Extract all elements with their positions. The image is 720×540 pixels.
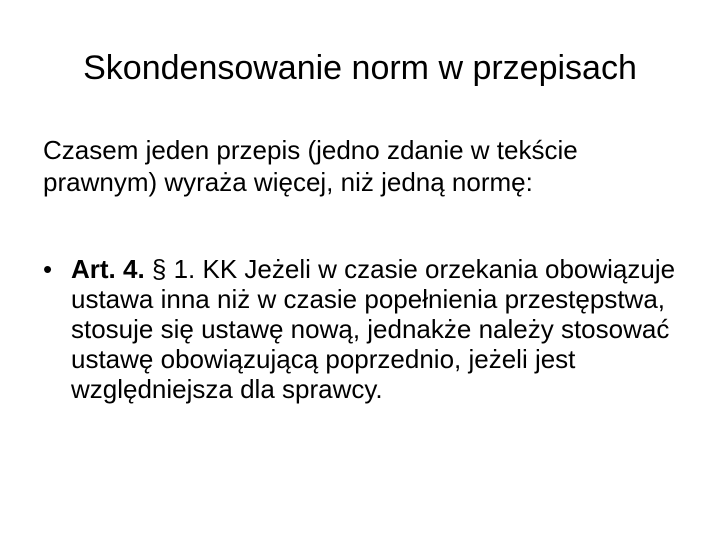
bullet-icon: •	[43, 254, 53, 284]
article-reference: Art. 4.	[71, 254, 145, 284]
slide-title: Skondensowanie norm w przepisach	[83, 49, 637, 87]
intro-paragraph: Czasem jeden przepis (jedno zdanie w tekście prawnym) wyraża więcej, niż jedną normę:	[43, 135, 578, 197]
bullet-text	[71, 254, 683, 404]
bullet-item	[43, 254, 683, 404]
article-content: § 1. KK Jeżeli w czasie orzekania obowiązuje ustawa inna niż w czasie popełnienia przestępstwa, stosuje się ustawę nową, jednakże należy stosować ustawę obowiązującą poprzednio, jeżeli jest względniejsza dla sprawcy.	[71, 254, 676, 404]
